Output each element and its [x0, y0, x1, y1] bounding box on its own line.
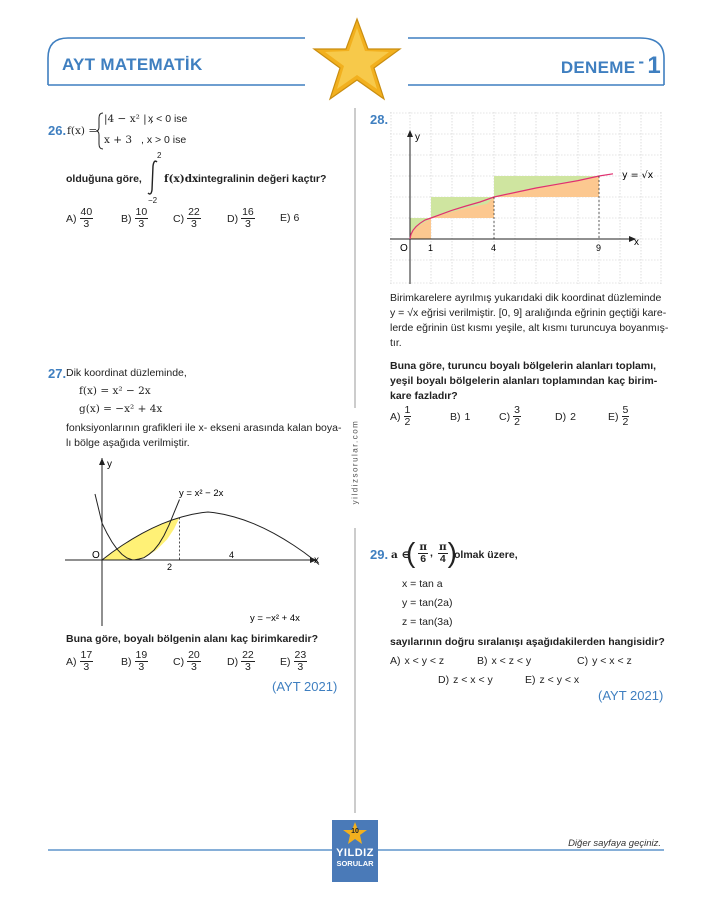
- interval-den-2: 4: [439, 552, 446, 565]
- integral-sign-icon: [146, 160, 160, 196]
- choice-denominator: 2: [622, 416, 629, 428]
- tick-label-4: 4: [491, 243, 497, 253]
- question-number: 27.: [48, 366, 67, 381]
- choice-text: z < y < x: [539, 674, 580, 686]
- stem-post: olmak üzere,: [454, 549, 518, 561]
- choice-numerator: 5: [622, 404, 629, 416]
- choice-b[interactable]: [121, 650, 148, 673]
- function-label: f(x) =: [67, 125, 98, 137]
- y-axis-label: y: [107, 459, 112, 470]
- choice-label: A): [66, 655, 77, 668]
- x-axis-label: x: [634, 237, 639, 248]
- choice-c[interactable]: [173, 650, 201, 673]
- integral-upper: 2: [157, 151, 162, 160]
- choice-numerator: 23: [294, 649, 307, 661]
- interval-den-1: 6: [420, 552, 427, 565]
- choice-label: E): [280, 212, 291, 224]
- choice-label: E): [280, 655, 291, 668]
- y-axis-arrow-icon: [99, 458, 105, 465]
- paragraph-line: lerde eğrinin üst kısmı yeşile, alt kısmı turuncuya boyanmış-: [390, 322, 669, 334]
- logo-text-1: YILDIZ: [336, 847, 374, 859]
- choice-text: y < x < z: [592, 655, 632, 667]
- question-line: lı bölge aşağıda verilmiştir.: [66, 437, 190, 449]
- g-curve-label: y = −x² + 4x: [250, 613, 300, 624]
- question-number: 29.: [370, 547, 389, 562]
- choice-d[interactable]: [227, 207, 255, 230]
- paragraph-line: Birimkarelere ayrılmış yukarıdaki dik koordinat düzleminde: [390, 292, 662, 304]
- choice-numerator: 40: [80, 206, 93, 218]
- choice-c[interactable]: [499, 405, 521, 428]
- subject-title: AYT MATEMATİK: [62, 55, 203, 74]
- case2-expression: x + 3: [104, 134, 133, 146]
- y-axis-label: y: [415, 132, 420, 143]
- side-website: yildizsorular.com: [350, 419, 360, 505]
- choice-d[interactable]: [227, 650, 255, 673]
- choice-b[interactable]: [450, 411, 470, 423]
- choice-label: D): [227, 212, 239, 225]
- source-label: (AYT 2021): [272, 679, 338, 694]
- choice-label: E): [525, 674, 536, 686]
- choice-numerator: 1: [404, 404, 411, 416]
- choice-denominator: 3: [191, 661, 197, 673]
- g-definition: g(x) = −x² + 4x: [79, 403, 163, 415]
- origin-label: O: [400, 243, 408, 254]
- question-line: yeşil boyalı bölgelerin alanları toplamından kaç birim-: [390, 375, 658, 387]
- f-definition: f(x) = x² − 2x: [79, 385, 151, 397]
- choice-denominator: 2: [514, 416, 520, 428]
- shaded-region: [102, 518, 180, 561]
- choice-label: B): [477, 655, 488, 667]
- choice-numerator: 22: [242, 649, 254, 661]
- choice-text: x < z < y: [491, 655, 532, 667]
- choice-a[interactable]: [66, 207, 93, 230]
- q27-graph: [55, 448, 340, 633]
- tick-label-2: 2: [167, 562, 173, 572]
- choice-e[interactable]: [608, 405, 629, 428]
- exam-title-text: DENEME: [560, 58, 636, 77]
- choice-denominator: 3: [138, 218, 145, 230]
- curve-label: y = √x: [622, 170, 654, 181]
- question-number: 26.: [48, 123, 67, 138]
- choice-text: 6: [293, 212, 300, 224]
- choice-b[interactable]: [121, 207, 148, 230]
- choice-numerator: 22: [188, 206, 200, 218]
- choice-label: E): [608, 410, 619, 423]
- choice-e[interactable]: [525, 674, 579, 686]
- choice-c[interactable]: [577, 655, 632, 667]
- pi-symbol: π: [419, 540, 428, 553]
- pi-symbol: π: [438, 540, 447, 553]
- choice-denominator: 3: [83, 661, 90, 673]
- case2-condition: , x > 0 ise: [141, 134, 187, 146]
- choice-denominator: 3: [245, 661, 251, 673]
- exam-title: [561, 52, 661, 80]
- paragraph-line: y = √x eğrisi verilmiştir. [0, 9] aralığında eğrinin geçtiği kare-: [390, 307, 667, 319]
- question-line: Dik koordinat düzleminde,: [66, 367, 187, 379]
- y-axis-arrow-icon: [407, 130, 413, 137]
- choice-denominator: 3: [245, 218, 251, 230]
- x-axis-label: x: [314, 555, 319, 566]
- f-curve-label: y = x² − 2x: [179, 488, 224, 499]
- interval-end: [438, 542, 448, 565]
- choice-label: C): [499, 410, 511, 423]
- question-text: Buna göre, boyalı bölgenin alanı kaç birimkaredir?: [66, 633, 319, 645]
- stem-pre: olduğuna göre,: [66, 173, 142, 185]
- a-in: a ∈: [391, 549, 410, 561]
- tick-label-4: 4: [229, 550, 235, 560]
- choice-numerator: 16: [242, 206, 254, 218]
- choice-numerator: 3: [514, 404, 520, 416]
- tick-label-9: 9: [596, 243, 602, 253]
- choice-e[interactable]: [280, 212, 299, 224]
- paragraph-line: tır.: [390, 337, 402, 349]
- choice-label: C): [173, 212, 185, 225]
- choice-denominator: 2: [404, 416, 411, 428]
- integrand: f(x)dx: [164, 173, 199, 185]
- star-icon: [312, 16, 402, 102]
- brand-logo: [332, 820, 378, 882]
- interval: ( $\frac{\pi}{6}$ , $\frac{\pi}{4}$ ): [406, 537, 457, 568]
- choice-b[interactable]: [477, 655, 531, 667]
- choice-label: C): [173, 655, 185, 668]
- exam-number: 1: [647, 52, 661, 79]
- integral-lower: −2: [148, 196, 158, 205]
- z-definition: z = tan(3a): [402, 616, 453, 628]
- question-number: 28.: [370, 112, 389, 127]
- question-line: Buna göre, turuncu boyalı bölgelerin alanları toplamı,: [390, 360, 657, 372]
- logo-text-2: SORULAR: [336, 859, 374, 868]
- choice-a[interactable]: [66, 650, 93, 673]
- choice-text: 2: [570, 411, 576, 423]
- case1-condition: x < 0 ise: [148, 113, 188, 125]
- choice-denominator: 3: [138, 661, 145, 673]
- q28-graph: [390, 112, 662, 284]
- page-number: 10: [351, 828, 359, 835]
- choice-label: D): [227, 655, 239, 668]
- choice-denominator: 3: [297, 661, 304, 673]
- choice-text: z < x < y: [453, 674, 493, 686]
- x-definition: x = tan a: [402, 578, 443, 590]
- grid: [390, 112, 662, 284]
- choice-numerator: 17: [80, 649, 93, 661]
- choice-text: x < y < z: [404, 655, 445, 667]
- choice-a[interactable]: [390, 655, 444, 667]
- tick-label-1: 1: [428, 243, 434, 253]
- source-label: (AYT 2021): [598, 688, 664, 703]
- choice-label: A): [390, 655, 401, 667]
- next-page-note: Diğer sayfaya geçiniz.: [568, 838, 661, 849]
- origin-label: O: [92, 550, 100, 561]
- choice-e[interactable]: [280, 650, 307, 673]
- stem-post: integralinin değeri kaçtır?: [198, 173, 327, 185]
- choice-label: B): [450, 411, 461, 423]
- interval-start: [418, 542, 428, 565]
- choice-numerator: 19: [135, 649, 148, 661]
- choice-numerator: 10: [135, 206, 148, 218]
- question-line: fonksiyonlarının grafikleri ile x- ekseni arasında kalan boya-: [66, 422, 342, 434]
- choice-label: B): [121, 212, 132, 225]
- choice-denominator: 3: [83, 218, 90, 230]
- choice-label: D): [555, 411, 567, 423]
- exam-title-dash: -: [638, 52, 645, 71]
- choice-text: 1: [464, 411, 471, 423]
- choice-numerator: 20: [188, 649, 200, 661]
- question-line: kare fazladır?: [390, 390, 458, 402]
- question-text: sayılarının doğru sıralanışı aşağıdakilerden hangisidir?: [390, 636, 665, 648]
- choice-d[interactable]: [555, 411, 576, 423]
- choice-denominator: 3: [191, 218, 197, 230]
- choice-label: C): [577, 655, 589, 667]
- choice-a[interactable]: [390, 405, 411, 428]
- choice-label: D): [438, 674, 450, 686]
- choice-c[interactable]: [173, 207, 201, 230]
- choice-d[interactable]: [438, 674, 493, 686]
- choice-label: A): [66, 212, 77, 225]
- piecewise-brace: [96, 112, 104, 150]
- choice-label: B): [121, 655, 132, 668]
- case1-expression: |4 − x² | ,: [104, 113, 154, 125]
- y-definition: y = tan(2a): [402, 597, 453, 609]
- choice-label: A): [390, 410, 401, 423]
